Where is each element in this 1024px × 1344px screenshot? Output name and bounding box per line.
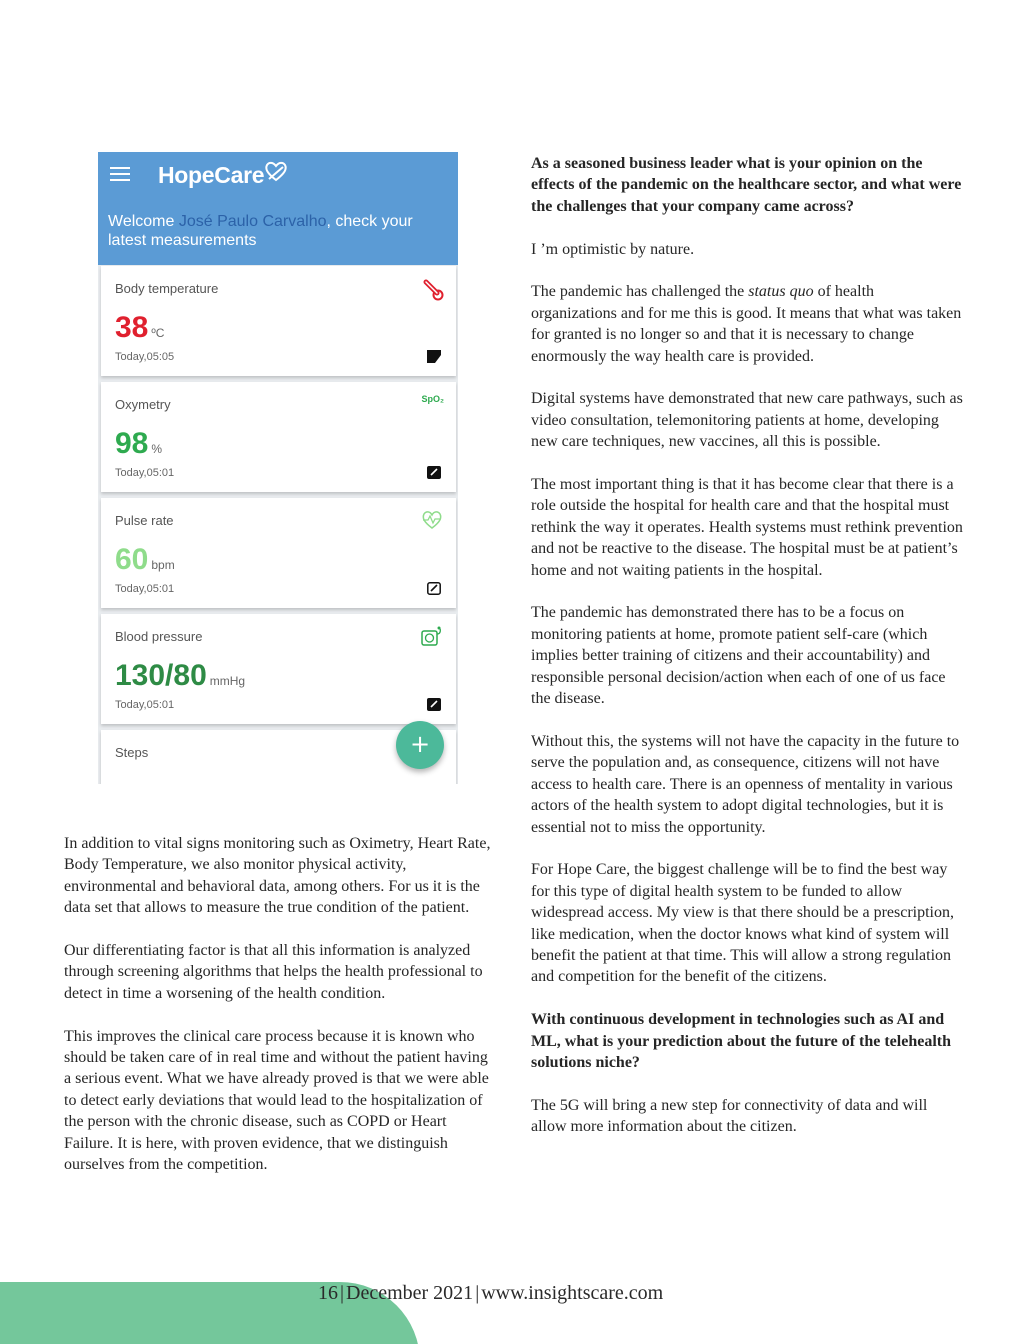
- article-right-column: [531, 153, 963, 1159]
- pulse-value: 60: [115, 543, 149, 576]
- issue-date: December 2021: [346, 1282, 474, 1304]
- card-label: Steps: [115, 745, 149, 760]
- paragraph: [531, 281, 963, 367]
- paragraph: For Hope Care, the biggest challenge will be to find the best way for this type of digital health system to be funded to allow widespread access. My view is that there should be a prescription, like medication, when the doctor knows what kind of system will benefit the patient at that time. This will allow a strong regulation and competition for the benefit of the citizens.: [531, 861, 954, 986]
- website-link[interactable]: www.insightscare.com: [481, 1282, 664, 1304]
- spo2-icon: SpO₂: [421, 394, 444, 404]
- paragraph: The most important thing is that it has become clear that there is a role outside the hospital for health care and that the hospital must rethink the way it operates. Health systems must rethink prevention and not be reactive to the disease. The hospital must be at patient’s home and not waiting patients in the hospital.: [531, 476, 963, 579]
- hamburger-menu-icon[interactable]: [110, 167, 130, 183]
- temperature-value: 38: [115, 311, 149, 344]
- page-number: 16: [318, 1282, 338, 1304]
- thermometer-icon: [422, 278, 444, 302]
- card-value: [115, 544, 175, 581]
- oxymetry-unit: %: [151, 442, 163, 456]
- text-span: of health organizations and for me this is good. It means that what was taken for granted is no longer so and that it is necessary to change enormously the way health care is provided.: [531, 283, 962, 365]
- blood-pressure-value: 130/80: [115, 659, 207, 692]
- app-header: [98, 152, 458, 265]
- app-screenshot: [98, 152, 458, 784]
- text-span: The pandemic has challenged the: [531, 283, 749, 301]
- paragraph: In addition to vital signs monitoring such as Oximetry, Heart Rate, Body Temperature, we also monitor physical activity, environmental and behavioral data, among others. For us it is the data set that allows to measure the true condition of the patient.: [64, 835, 491, 917]
- edit-icon[interactable]: [427, 698, 441, 711]
- measurement-card-temperature[interactable]: [101, 266, 456, 376]
- measurement-card-pulse[interactable]: [101, 498, 456, 608]
- card-label: Body temperature: [115, 281, 219, 296]
- card-value: [115, 312, 164, 349]
- paragraph: The pandemic has demonstrated there has to be a focus on monitoring patients at home, promote patient self-care (which implies better training of citizens and their accountability) and responsible personal decision/action when each of one of us face the disease.: [531, 604, 946, 708]
- card-time: Today,05:05: [115, 351, 175, 363]
- heart-ribbon-icon: [263, 160, 289, 182]
- temperature-unit: ºC: [151, 326, 165, 340]
- blood-pressure-unit: mmHg: [209, 674, 246, 688]
- footer-separator: |: [340, 1282, 345, 1304]
- card-label: Pulse rate: [115, 513, 174, 528]
- interview-question: With continuous development in technologies such as AI and ML, what is your prediction about the future of the telehealth solutions niche?: [531, 1011, 951, 1071]
- paragraph: I ’m optimistic by nature.: [531, 240, 695, 258]
- paragraph: The 5G will bring a new step for connectivity of data and will allow more information about the citizen.: [531, 1096, 928, 1136]
- paragraph: Without this, the systems will not have the capacity in the future to serve the population and, as consequence, citizens will not have access to health care. There is an openness of mentality in various actors of the health system to adopt digital technologies, but it is essential not to miss the opportunity.: [531, 732, 960, 836]
- measurement-card-oxymetry[interactable]: [101, 382, 456, 492]
- footer-separator: |: [475, 1282, 480, 1304]
- card-time: Today,05:01: [115, 583, 175, 595]
- card-time: Today,05:01: [115, 699, 175, 711]
- italic-term: status quo: [748, 283, 814, 301]
- page-footer: [318, 1282, 663, 1305]
- pulse-unit: bpm: [151, 558, 175, 572]
- card-value: [115, 660, 245, 697]
- user-name: José Paulo Carvalho: [178, 213, 327, 230]
- app-logo: HopeCare: [158, 162, 265, 188]
- welcome-suffix: , check your latest measurements: [108, 213, 413, 249]
- edit-icon[interactable]: [427, 466, 441, 479]
- card-label: Oxymetry: [115, 397, 171, 412]
- paragraph: Digital systems have demonstrated that new care pathways, such as video consultation, telemonitoring patients at home, developing new care techniques, new vaccines, all this is possible.: [531, 390, 963, 451]
- card-time: Today,05:01: [115, 467, 175, 479]
- paragraph: This improves the clinical care process because it is known who should be taken care of in real time and without the patient having a serious event. What we have already proved is that we were able to detect early deviations that would lead to the hospitalization of the person with the chronic disease, such as COPD or Heart Failure. It is here, with proven evidence, that we distinguish ourselves from the competition.: [64, 1027, 489, 1174]
- edit-icon[interactable]: [427, 350, 441, 363]
- interview-question: As a seasoned business leader what is your opinion on the effects of the pandemic on the healthcare sector, and what were the challenges that your company came across?: [531, 155, 962, 215]
- edit-icon[interactable]: [427, 582, 441, 595]
- paragraph: Our differentiating factor is that all this information is analyzed through screening algorithms that helps the health professional to detect in time a worsening of the health condition.: [64, 942, 483, 1002]
- heart-pulse-icon: [420, 510, 444, 530]
- card-value: [115, 428, 162, 465]
- card-label: Blood pressure: [115, 629, 203, 644]
- welcome-message: [108, 212, 453, 250]
- blood-pressure-icon: [420, 626, 444, 648]
- article-left-column: [64, 833, 496, 1197]
- add-measurement-button[interactable]: +: [396, 721, 444, 769]
- oxymetry-value: 98: [115, 427, 149, 460]
- welcome-prefix: Welcome: [108, 213, 179, 230]
- measurement-card-blood-pressure[interactable]: [101, 614, 456, 724]
